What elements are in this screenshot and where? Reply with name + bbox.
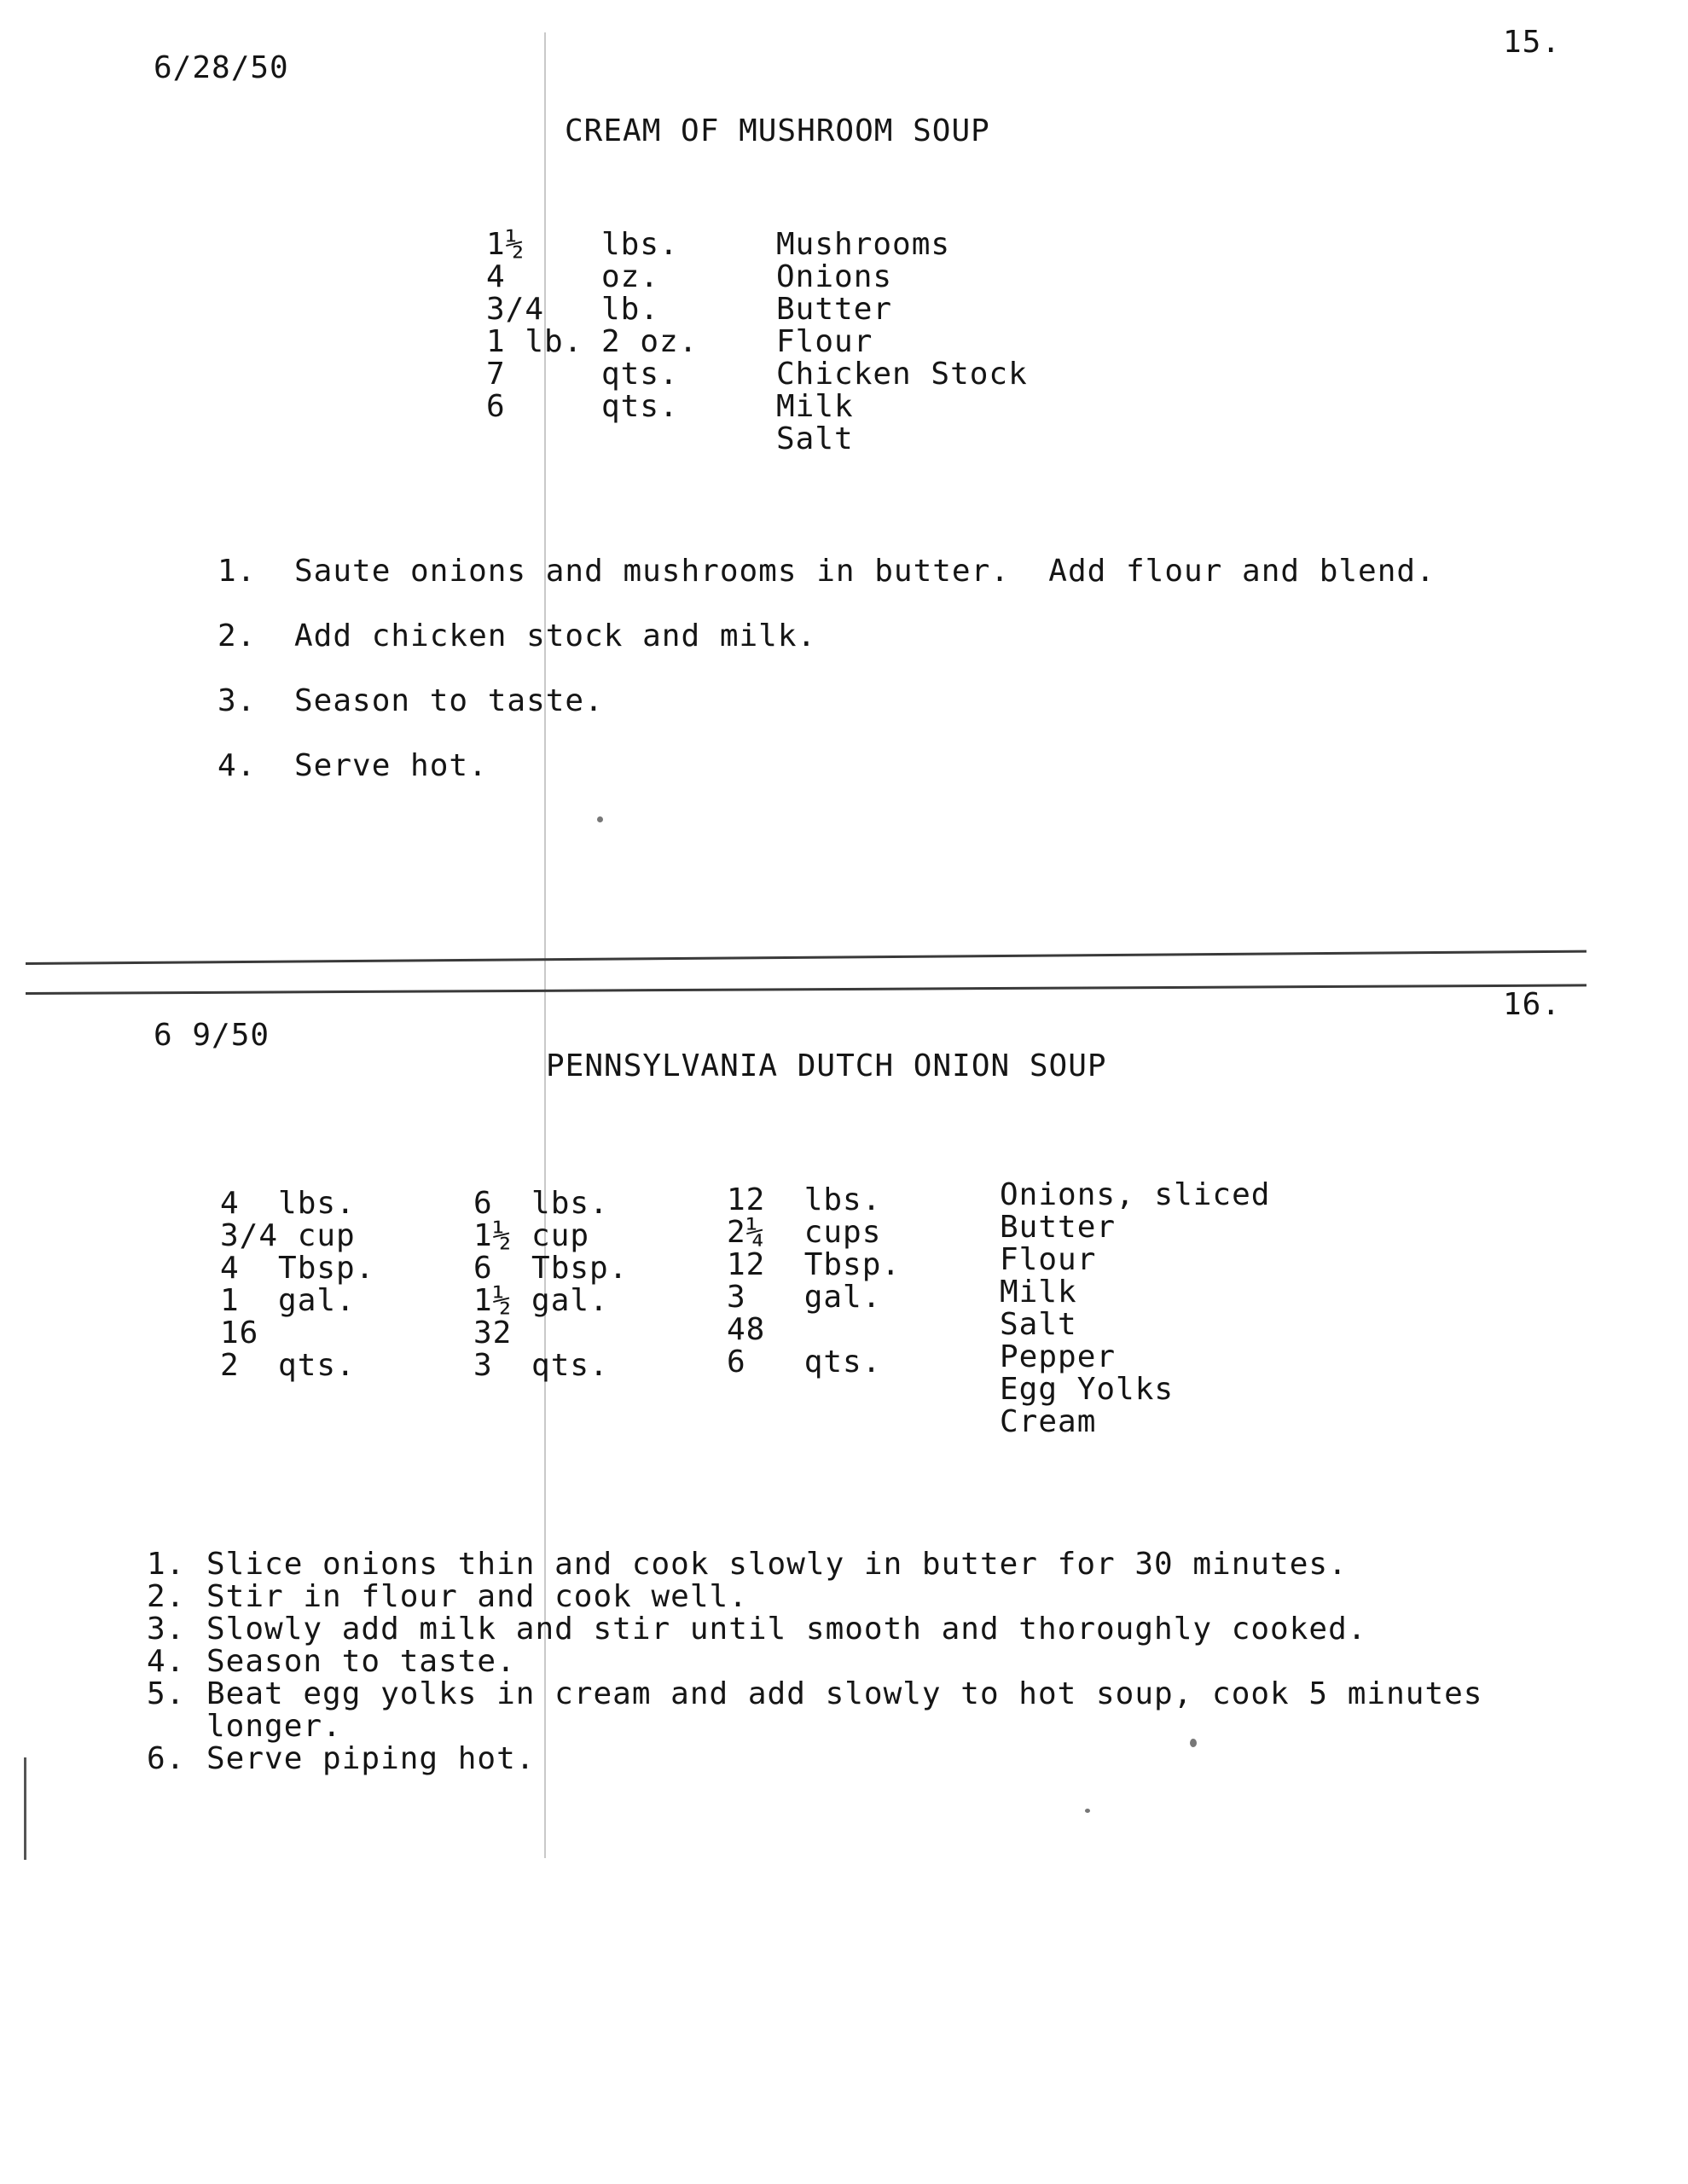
ingredient-item: Butter	[1000, 1210, 1117, 1245]
ingredient-qty: 6 qts.	[727, 1345, 882, 1380]
step-text: Stir in flour and cook well.	[206, 1579, 748, 1614]
ingredient-qty: 3/4 cup	[220, 1218, 356, 1253]
ingredient-qty: 6	[486, 389, 506, 424]
ingredient-unit: oz.	[601, 259, 660, 294]
step-text: Beat egg yolks in cream and add slowly to hot soup, cook 5 minutes	[206, 1676, 1483, 1711]
ingredient-unit: qts.	[601, 357, 679, 392]
ingredient-item: Milk	[776, 389, 854, 424]
recipe2-title: PENNSYLVANIA DUTCH ONION SOUP	[546, 1048, 1107, 1083]
ingredient-qty: 2¼ cups	[727, 1215, 882, 1250]
step-text: Slice onions thin and cook slowly in butter for 30 minutes.	[206, 1547, 1348, 1582]
ingredient-qty: 3/4	[486, 292, 545, 327]
ingredient-item: Cream	[1000, 1404, 1097, 1439]
ingredient-qty: 12 lbs.	[727, 1182, 882, 1217]
step-text: Serve piping hot.	[206, 1741, 536, 1776]
ingredient-item: Salt	[776, 421, 854, 456]
left-margin-mark	[24, 1757, 26, 1860]
ingredient-qty: 4 lbs.	[220, 1186, 356, 1221]
ingredient-qty: 12 Tbsp.	[727, 1247, 902, 1282]
scan-speck	[1085, 1809, 1090, 1813]
step-number: 1.	[147, 1547, 186, 1582]
ingredient-qty: 1 lb.	[486, 324, 583, 359]
ingredient-qty: 6 Tbsp.	[473, 1251, 629, 1286]
recipe1-ingredients-item	[776, 229, 1028, 456]
recipe1-date: 6/28/50	[154, 50, 289, 85]
step-number: 4.	[147, 1644, 186, 1679]
ingredient-qty: 7	[486, 357, 506, 392]
ingredient-qty: 1½ gal.	[473, 1283, 609, 1318]
step-number: 3.	[147, 1612, 186, 1647]
ingredient-unit: qts.	[601, 389, 679, 424]
ingredient-qty: 3 qts.	[473, 1348, 609, 1383]
ingredient-qty: 32	[473, 1316, 513, 1350]
step-number: 2.	[218, 619, 257, 653]
ingredient-item: Butter	[776, 292, 893, 327]
ingredient-item: Onions, sliced	[1000, 1177, 1271, 1212]
step-number: 5.	[147, 1676, 186, 1711]
recipe2-page-number: 16.	[1503, 987, 1562, 1022]
ingredient-qty: 1 gal.	[220, 1283, 356, 1318]
ingredient-item: Flour	[1000, 1242, 1097, 1277]
ingredient-item: Salt	[1000, 1307, 1077, 1342]
ingredient-qty: 6 lbs.	[473, 1186, 609, 1221]
recipe1-ingredients-qty	[486, 229, 583, 423]
step-text: Add chicken stock and milk.	[294, 619, 817, 653]
ingredient-unit: lb.	[601, 292, 660, 327]
step-number: 3.	[218, 683, 257, 718]
recipe1-title: CREAM OF MUSHROOM SOUP	[565, 113, 990, 148]
ingredient-unit: 2 oz.	[601, 324, 699, 359]
recipe2-ingredients-col2	[473, 1188, 628, 1382]
ingredient-qty: 4 Tbsp.	[220, 1251, 375, 1286]
ingredient-item: Chicken Stock	[776, 357, 1028, 392]
step-text: longer.	[206, 1709, 342, 1744]
step-number: 6.	[147, 1741, 186, 1776]
ingredient-item: Egg Yolks	[1000, 1372, 1175, 1407]
step-number: 4.	[218, 748, 257, 783]
recipe2-ingredients-col3	[727, 1184, 901, 1379]
scan-speck	[1190, 1739, 1197, 1747]
step-text: Season to taste.	[206, 1644, 516, 1679]
ingredient-qty: 2 qts.	[220, 1348, 356, 1383]
section-divider-lower	[26, 984, 1586, 995]
recipe2-ingredients-col1	[220, 1188, 374, 1382]
ingredient-unit: lbs.	[601, 227, 679, 262]
ingredient-item: Milk	[1000, 1275, 1077, 1310]
ingredient-item: Flour	[776, 324, 873, 359]
step-number: 1.	[218, 554, 257, 589]
section-divider	[26, 950, 1586, 965]
recipe1-ingredients-unit	[601, 229, 698, 423]
step-text: Serve hot.	[294, 748, 488, 783]
ingredient-qty: 16	[220, 1316, 259, 1350]
recipe1-page-number: 15.	[1503, 25, 1562, 60]
ingredient-item: Onions	[776, 259, 893, 294]
ingredient-qty: 3 gal.	[727, 1280, 882, 1315]
recipe2-date: 6 9/50	[154, 1018, 270, 1053]
ingredient-item: Pepper	[1000, 1339, 1117, 1374]
step-number: 2.	[147, 1579, 186, 1614]
step-text: Slowly add milk and stir until smooth and thoroughly cooked.	[206, 1612, 1367, 1647]
ingredient-qty: 1½ cup	[473, 1218, 590, 1253]
ingredient-item: Mushrooms	[776, 227, 951, 262]
ingredient-qty: 48	[727, 1312, 766, 1347]
ingredient-qty: 4	[486, 259, 506, 294]
step-text: Season to taste.	[294, 683, 604, 718]
scan-speck	[597, 816, 603, 822]
ingredient-qty: 1½	[486, 227, 525, 262]
step-text: Saute onions and mushrooms in butter. Add flour and blend.	[294, 554, 1436, 589]
recipe2-ingredients-items	[1000, 1179, 1270, 1438]
